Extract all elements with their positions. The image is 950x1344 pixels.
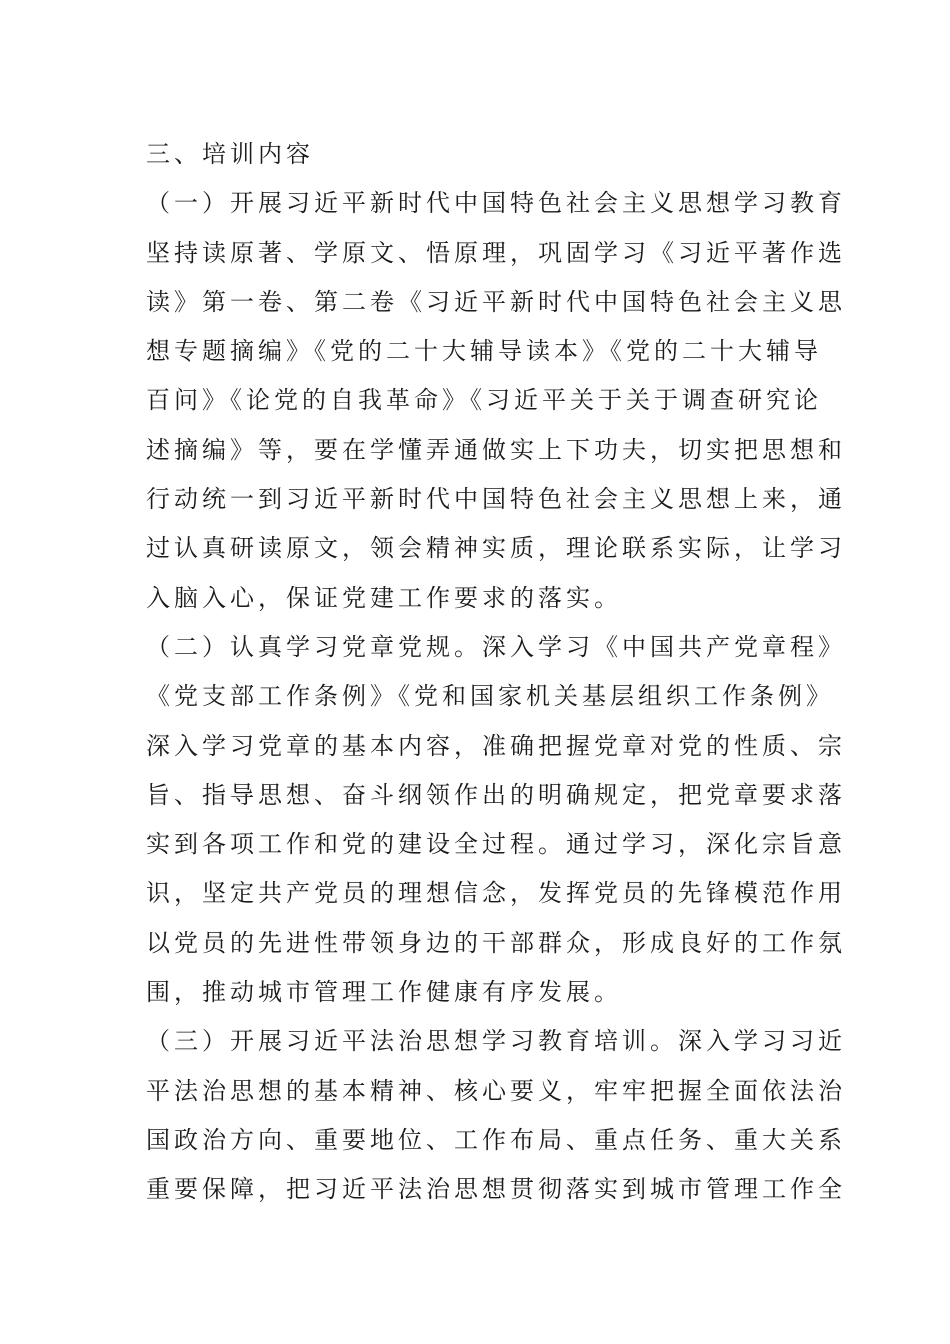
subheading-3: （三）开展习近平法治思想学习教育培训。深入学习习近 (146, 1027, 846, 1056)
text-line: 《党支部工作条例》《党和国家机关基层组织工作条例》 (146, 682, 834, 711)
text-line: 旨、指导思想、奋斗纲领作出的明确规定，把党章要求落 (146, 780, 846, 809)
text-line: 围，推动城市管理工作健康有序发展。 (146, 978, 622, 1007)
text-line: 行动统一到习近平新时代中国特色社会主义思想上来，通 (146, 485, 846, 514)
text-line: 深入学习党章的基本内容，准确把握党章对党的性质、宗 (146, 731, 846, 760)
text-line: 国政治方向、重要地位、工作布局、重点任务、重大关系 (146, 1125, 846, 1154)
text-line: 想专题摘编》《党的二十大辅导读本》《党的二十大辅导 (146, 337, 822, 366)
document-body (146, 130, 846, 1215)
text-line: 重要保障，把习近平法治思想贯彻落实到城市管理工作全 (146, 1175, 846, 1204)
text-line: 平法治思想的基本精神、核心要义，牢牢把握全面依法治 (146, 1076, 846, 1105)
text-line: 以党员的先进性带领身边的干部群众，形成良好的工作氛 (146, 928, 846, 957)
text-line: 坚持读原著、学原文、悟原理，巩固学习《习近平著作选 (146, 238, 846, 267)
text-line: 实到各项工作和党的建设全过程。通过学习，深化宗旨意 (146, 830, 846, 859)
text-line: 入脑入心，保证党建工作要求的落实。 (146, 583, 622, 612)
text-line: 百问》《论党的自我革命》《习近平关于关于调查研究论 (146, 386, 822, 415)
text-line: 述摘编》等，要在学懂弄通做实上下功夫，切实把思想和 (146, 435, 846, 464)
subheading-2: （二）认真学习党章党规。深入学习《中国共产党章程》 (146, 632, 846, 661)
text-line: 读》第一卷、第二卷《习近平新时代中国特色社会主义思 (146, 287, 846, 316)
section-heading: 三、培训内容 (146, 140, 314, 168)
subheading-1: （一）开展习近平新时代中国特色社会主义思想学习教育 (146, 189, 846, 218)
text-line: 过认真研读原文，领会精神实质，理论联系实际，让学习 (146, 534, 846, 563)
text-line: 识，坚定共产党员的理想信念，发挥党员的先锋模范作用 (146, 879, 846, 908)
